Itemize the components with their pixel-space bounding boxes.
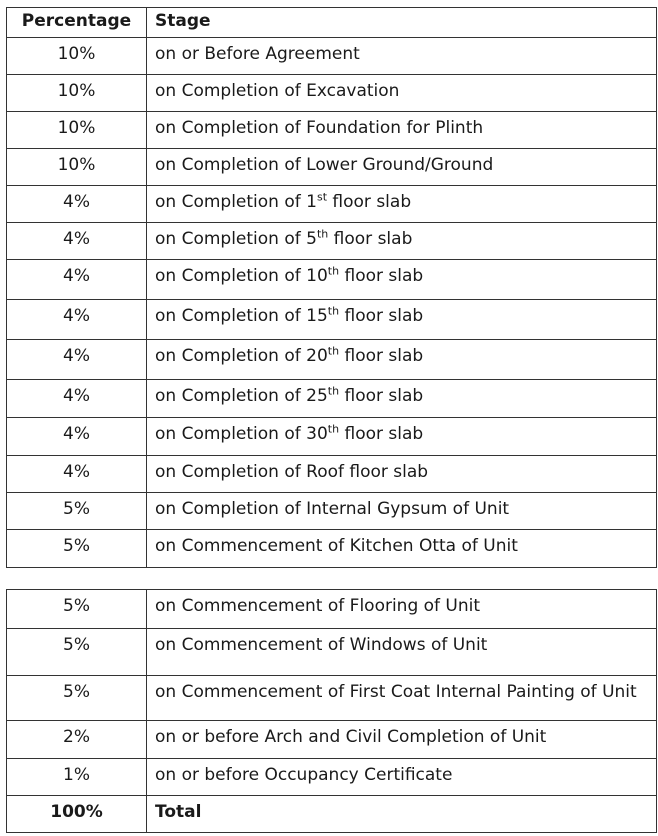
stage-cell [147,340,657,380]
table-row [7,456,657,493]
table-row [7,530,657,568]
stage-text: on Completion of Foundation for Plinth [155,118,484,138]
stage-text-suffix: floor slab [339,306,424,326]
stage-cell [147,456,657,493]
percentage-cell: 5% [7,590,147,629]
stage-text: on Commencement of First Coat Internal Painting of Unit [155,682,637,702]
ordinal-suffix: st [316,190,328,204]
percentage-cell: 4% [7,380,147,418]
table-row [7,721,657,759]
stage-text-suffix: floor slab [339,424,424,444]
table-row [7,38,657,75]
stage-text: on or before Arch and Civil Completion of Unit [155,727,547,747]
stage-cell [147,149,657,186]
percentage-cell: 5% [7,530,147,568]
stage-cell [147,380,657,418]
stage-text: on Completion of 25 [155,386,328,406]
stage-text: on Completion of 1 [155,192,317,212]
stage-text: on Completion of Internal Gypsum of Unit [155,499,510,519]
stage-text-suffix: floor slab [339,266,424,286]
table-row [7,260,657,300]
stage-cell [147,223,657,260]
stage-cell [147,629,657,676]
stage-text: on Completion of 20 [155,346,328,366]
percentage-cell: 10% [7,75,147,112]
percentage-cell: 4% [7,456,147,493]
percentage-cell: 10% [7,112,147,149]
table-row [7,223,657,260]
stage-text-suffix: floor slab [339,346,424,366]
stage-text: on or Before Agreement [155,44,360,64]
percentage-cell: 4% [7,186,147,223]
total-row [7,796,657,833]
percentage-cell: 1% [7,759,147,796]
table-row [7,380,657,418]
payment-schedule-table-part2 [6,589,657,833]
total-label: Total [147,796,657,833]
stage-cell [147,186,657,223]
stage-cell [147,676,657,721]
stage-text: on Commencement of Windows of Unit [155,635,488,655]
percentage-cell: 4% [7,260,147,300]
stage-cell [147,260,657,300]
table-row [7,493,657,530]
table-row [7,759,657,796]
stage-text: on Completion of Excavation [155,81,400,101]
stage-text: on Commencement of Kitchen Otta of Unit [155,536,518,556]
header-percentage: Percentage [7,8,147,38]
percentage-cell: 10% [7,149,147,186]
stage-cell [147,493,657,530]
stage-text: on Completion of 5 [155,229,317,249]
stage-cell [147,721,657,759]
table-row [7,629,657,676]
table-row [7,300,657,340]
table-row [7,418,657,456]
stage-cell [147,418,657,456]
table-row [7,340,657,380]
stage-text: on or before Occupancy Certificate [155,765,453,785]
stage-cell [147,38,657,75]
percentage-cell: 5% [7,493,147,530]
percentage-cell: 2% [7,721,147,759]
stage-text-suffix: floor slab [339,386,424,406]
percentage-cell: 4% [7,300,147,340]
ordinal-suffix: th [327,264,340,278]
stage-text: on Completion of 10 [155,266,328,286]
table-row [7,75,657,112]
stage-text: on Completion of Roof floor slab [155,462,429,482]
table-row [7,149,657,186]
table-row [7,186,657,223]
ordinal-suffix: th [327,384,340,398]
stage-cell [147,112,657,149]
percentage-cell: 4% [7,223,147,260]
percentage-cell: 5% [7,676,147,721]
stage-text: on Commencement of Flooring of Unit [155,596,481,616]
ordinal-suffix: th [327,304,340,318]
payment-schedule-table-part1 [6,7,657,568]
stage-cell [147,590,657,629]
stage-text: on Completion of 15 [155,306,328,326]
stage-cell [147,75,657,112]
table-row [7,112,657,149]
header-stage: Stage [147,8,657,38]
table-row [7,590,657,629]
percentage-cell: 4% [7,418,147,456]
stage-cell [147,300,657,340]
ordinal-suffix: th [316,227,329,241]
percentage-cell: 4% [7,340,147,380]
percentage-cell: 5% [7,629,147,676]
ordinal-suffix: th [327,344,340,358]
percentage-cell: 10% [7,38,147,75]
stage-cell [147,759,657,796]
stage-text-suffix: floor slab [327,192,412,212]
ordinal-suffix: th [327,422,340,436]
stage-text: on Completion of Lower Ground/Ground [155,155,494,175]
stage-text-suffix: floor slab [328,229,413,249]
header-row [7,8,657,38]
table-row [7,676,657,721]
total-percentage: 100% [7,796,147,833]
stage-text: on Completion of 30 [155,424,328,444]
stage-cell [147,530,657,568]
